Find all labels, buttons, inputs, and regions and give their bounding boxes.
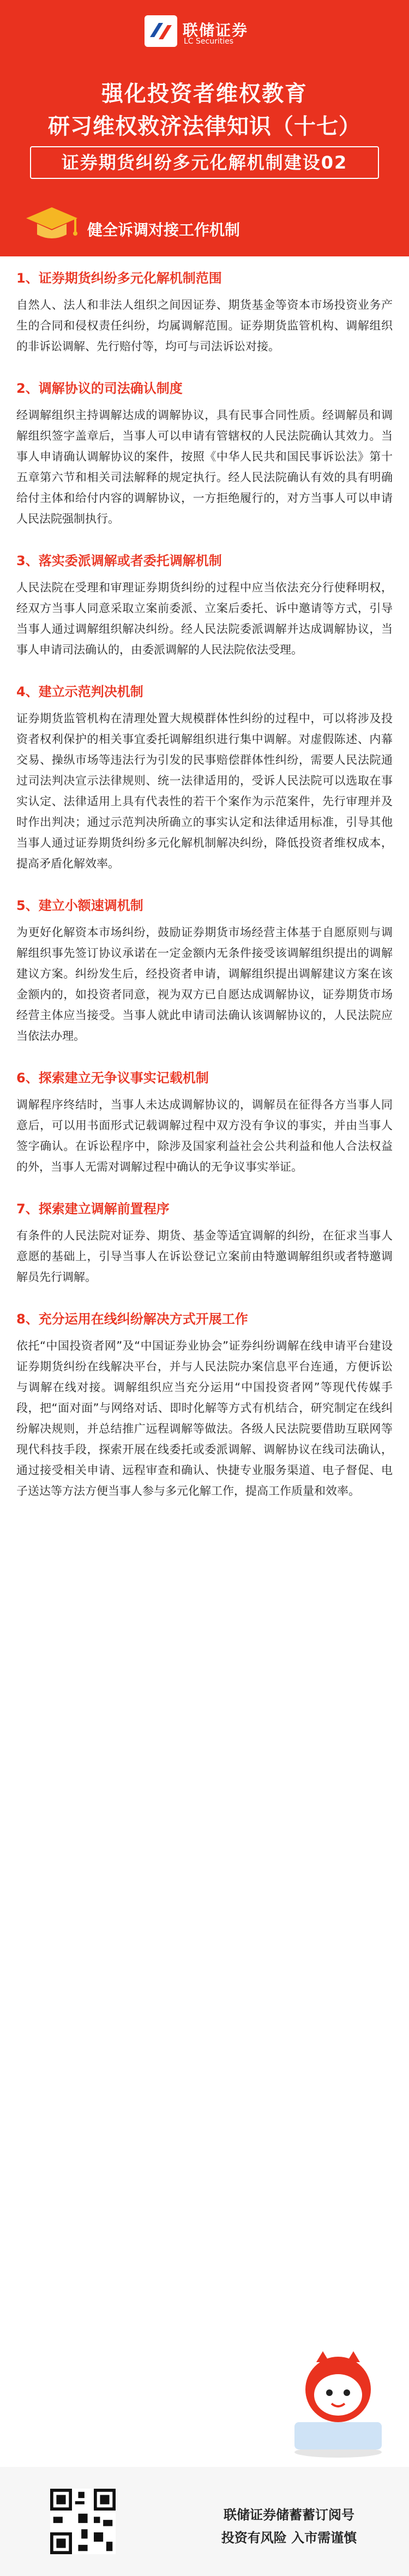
section-item — [16, 896, 393, 1046]
section-item-title: 2、调解协议的司法确认制度 — [16, 381, 183, 396]
section-item-title: 4、建立示范判决机制 — [16, 684, 143, 699]
content-list — [16, 268, 393, 1523]
brand-logo — [145, 15, 264, 48]
mascot-illustration — [284, 2340, 393, 2460]
lc-securities-logo-icon — [145, 15, 177, 47]
section-item-body: 经调解组织主持调解达成的调解协议，具有民事合同性质。经调解员和调解组织签字盖章后，当事人可以申请有管辖权的人民法院确认其效力。当事人申请确认调解协议的案件，按照《中华人民共和国民事诉讼法》第十五章第六节和相关司法解释的规定执行。经人民法院确认有效的具有明确给付主体和给付内容的调解协议，一方拒绝履行的，对方当事人可以申请人民法院强制执行。 — [16, 409, 393, 525]
section-title: 健全诉调对接工作机制 — [87, 221, 240, 239]
section-item — [16, 1068, 393, 1177]
section-item-body: 自然人、法人和非法人组织之间因证券、期货基金等资本市场投资业务产生的合同和侵权责任纠纷，均属调解范围。证券期货监管机构、调解组织的非诉讼调解、先行赔付等，均可与司法诉讼对接。 — [16, 298, 393, 353]
footer — [0, 2467, 409, 2576]
qr-code-icon[interactable] — [50, 2489, 116, 2554]
section-item-title: 7、探索建立调解前置程序 — [16, 1201, 170, 1217]
section-item-title: 3、落实委派调解或者委托调解机制 — [16, 553, 222, 568]
graduation-cap-icon — [22, 202, 82, 245]
section-item-body: 依托“中国投资者网”及“中国证券业协会”证券纠纷调解在线申请平台建设证券期货纠纷在线解决平台，并与人民法院办案信息平台连通，方便诉讼与调解在线对接。调解组织应当充分运用“中国投资者网”等现代传媒手段，把“面对面”与网络对话、即时化解等方式有机结合，研究制定在线纠纷解决规则，并总结推广远程调解等做法。各级人民法院要借助互联网等现代科技手段，探索开展在线委托或委派调解、调解协议在线司法确认，通过接受相关申请、远程审查和确认、快捷专业服务渠道、电子督促、电子送达等方法方便当事人参与多元化解工作，提高工作质量和效率。 — [16, 1339, 393, 1497]
page-title-line2: 研习维权救济法律知识（十七） — [48, 114, 361, 139]
header-banner — [0, 0, 409, 245]
section-item-title: 8、充分运用在线纠纷解决方式开展工作 — [16, 1311, 248, 1327]
section-item-body: 调解程序终结时，当事人未达成调解协议的，调解员在征得各方当事人同意后，可以用书面形式记载调解过程中双方没有争议的事实，并由当事人签字确认。在诉讼程序中，除涉及国家利益社会公共利益和他人合法权益的外，当事人无需对调解过程中确认的无争议事实举证。 — [16, 1098, 393, 1173]
footer-subscription-label: 联储证券储蓄蓄订阅号 — [224, 2507, 354, 2523]
section-item-body: 证券期货监管机构在清理处置大规模群体性纠纷的过程中，可以将涉及投资者权利保护的相关事宜委托调解组织进行集中调解。对虚假陈述、内幕交易、操纵市场等违法行为引发的民事赔偿群体性纠纷，需要人民法院通过司法判决宣示法律规则、统一法律适用的，受诉人民法院可以选取在事实认定、法律适用上具有代表性的若干个案作为示范案件，先行审理并及时作出判决；通过示范判决所确立的事实认定和法律适用标准，引导其他当事人通过证券期货纠纷多元化解机制解决纠纷，降低投资者维权成本，提高矛盾化解效率。 — [16, 712, 393, 870]
section-heading — [22, 202, 349, 245]
section-item — [16, 551, 393, 660]
section-item-body: 有条件的人民法院对证券、期货、基金等适宜调解的纠纷，在征求当事人意愿的基础上，引导当事人在诉讼登记立案前由特邀调解组织或者特邀调解员先行调解。 — [16, 1229, 393, 1284]
section-item — [16, 682, 393, 874]
subtitle-banner: 证券期货纠纷多元化解机制建设02 — [30, 146, 379, 179]
page-title-line1: 强化投资者维权教育 — [101, 81, 308, 106]
section-item — [16, 379, 393, 529]
section-item-body: 人民法院在受理和审理证券期货纠纷的过程中应当依法充分行使释明权，经双方当事人同意采取立案前委派、立案后委托、诉中邀请等方式，引导当事人通过调解组织解决纠纷。经人民法院委派调解并达成调解协议，当事人申请司法确认的，由委派调解的人民法院依法受理。 — [16, 581, 393, 656]
section-item — [16, 268, 393, 357]
section-item-body: 为更好化解资本市场纠纷，鼓励证券期货市场经营主体基于自愿原则与调解组织事先签订协议承诺在一定金额内无条件接受该调解组织提出的调解建议方案。纠纷发生后，经投资者申请，调解组织提出调解建议方案在该金额内的，如投资者同意，视为双方已自愿达成调解协议，证券期货市场经营主体应当接受。当事人就此申请司法确认该调解协议的，人民法院应当依法办理。 — [16, 926, 393, 1043]
content-card — [0, 256, 409, 2467]
logo-name-en: LC Securities — [184, 37, 234, 46]
footer-risk-warning: 投资有风险 入市需谨慎 — [221, 2530, 357, 2545]
section-item — [16, 1199, 393, 1287]
logo-name-cn: 联储证券 — [183, 21, 249, 39]
section-item — [16, 1309, 393, 1501]
section-item-title: 1、证券期货纠纷多元化解机制范围 — [16, 271, 222, 286]
section-item-title: 6、探索建立无争议事实记载机制 — [16, 1070, 209, 1086]
section-item-title: 5、建立小额速调机制 — [16, 898, 143, 913]
